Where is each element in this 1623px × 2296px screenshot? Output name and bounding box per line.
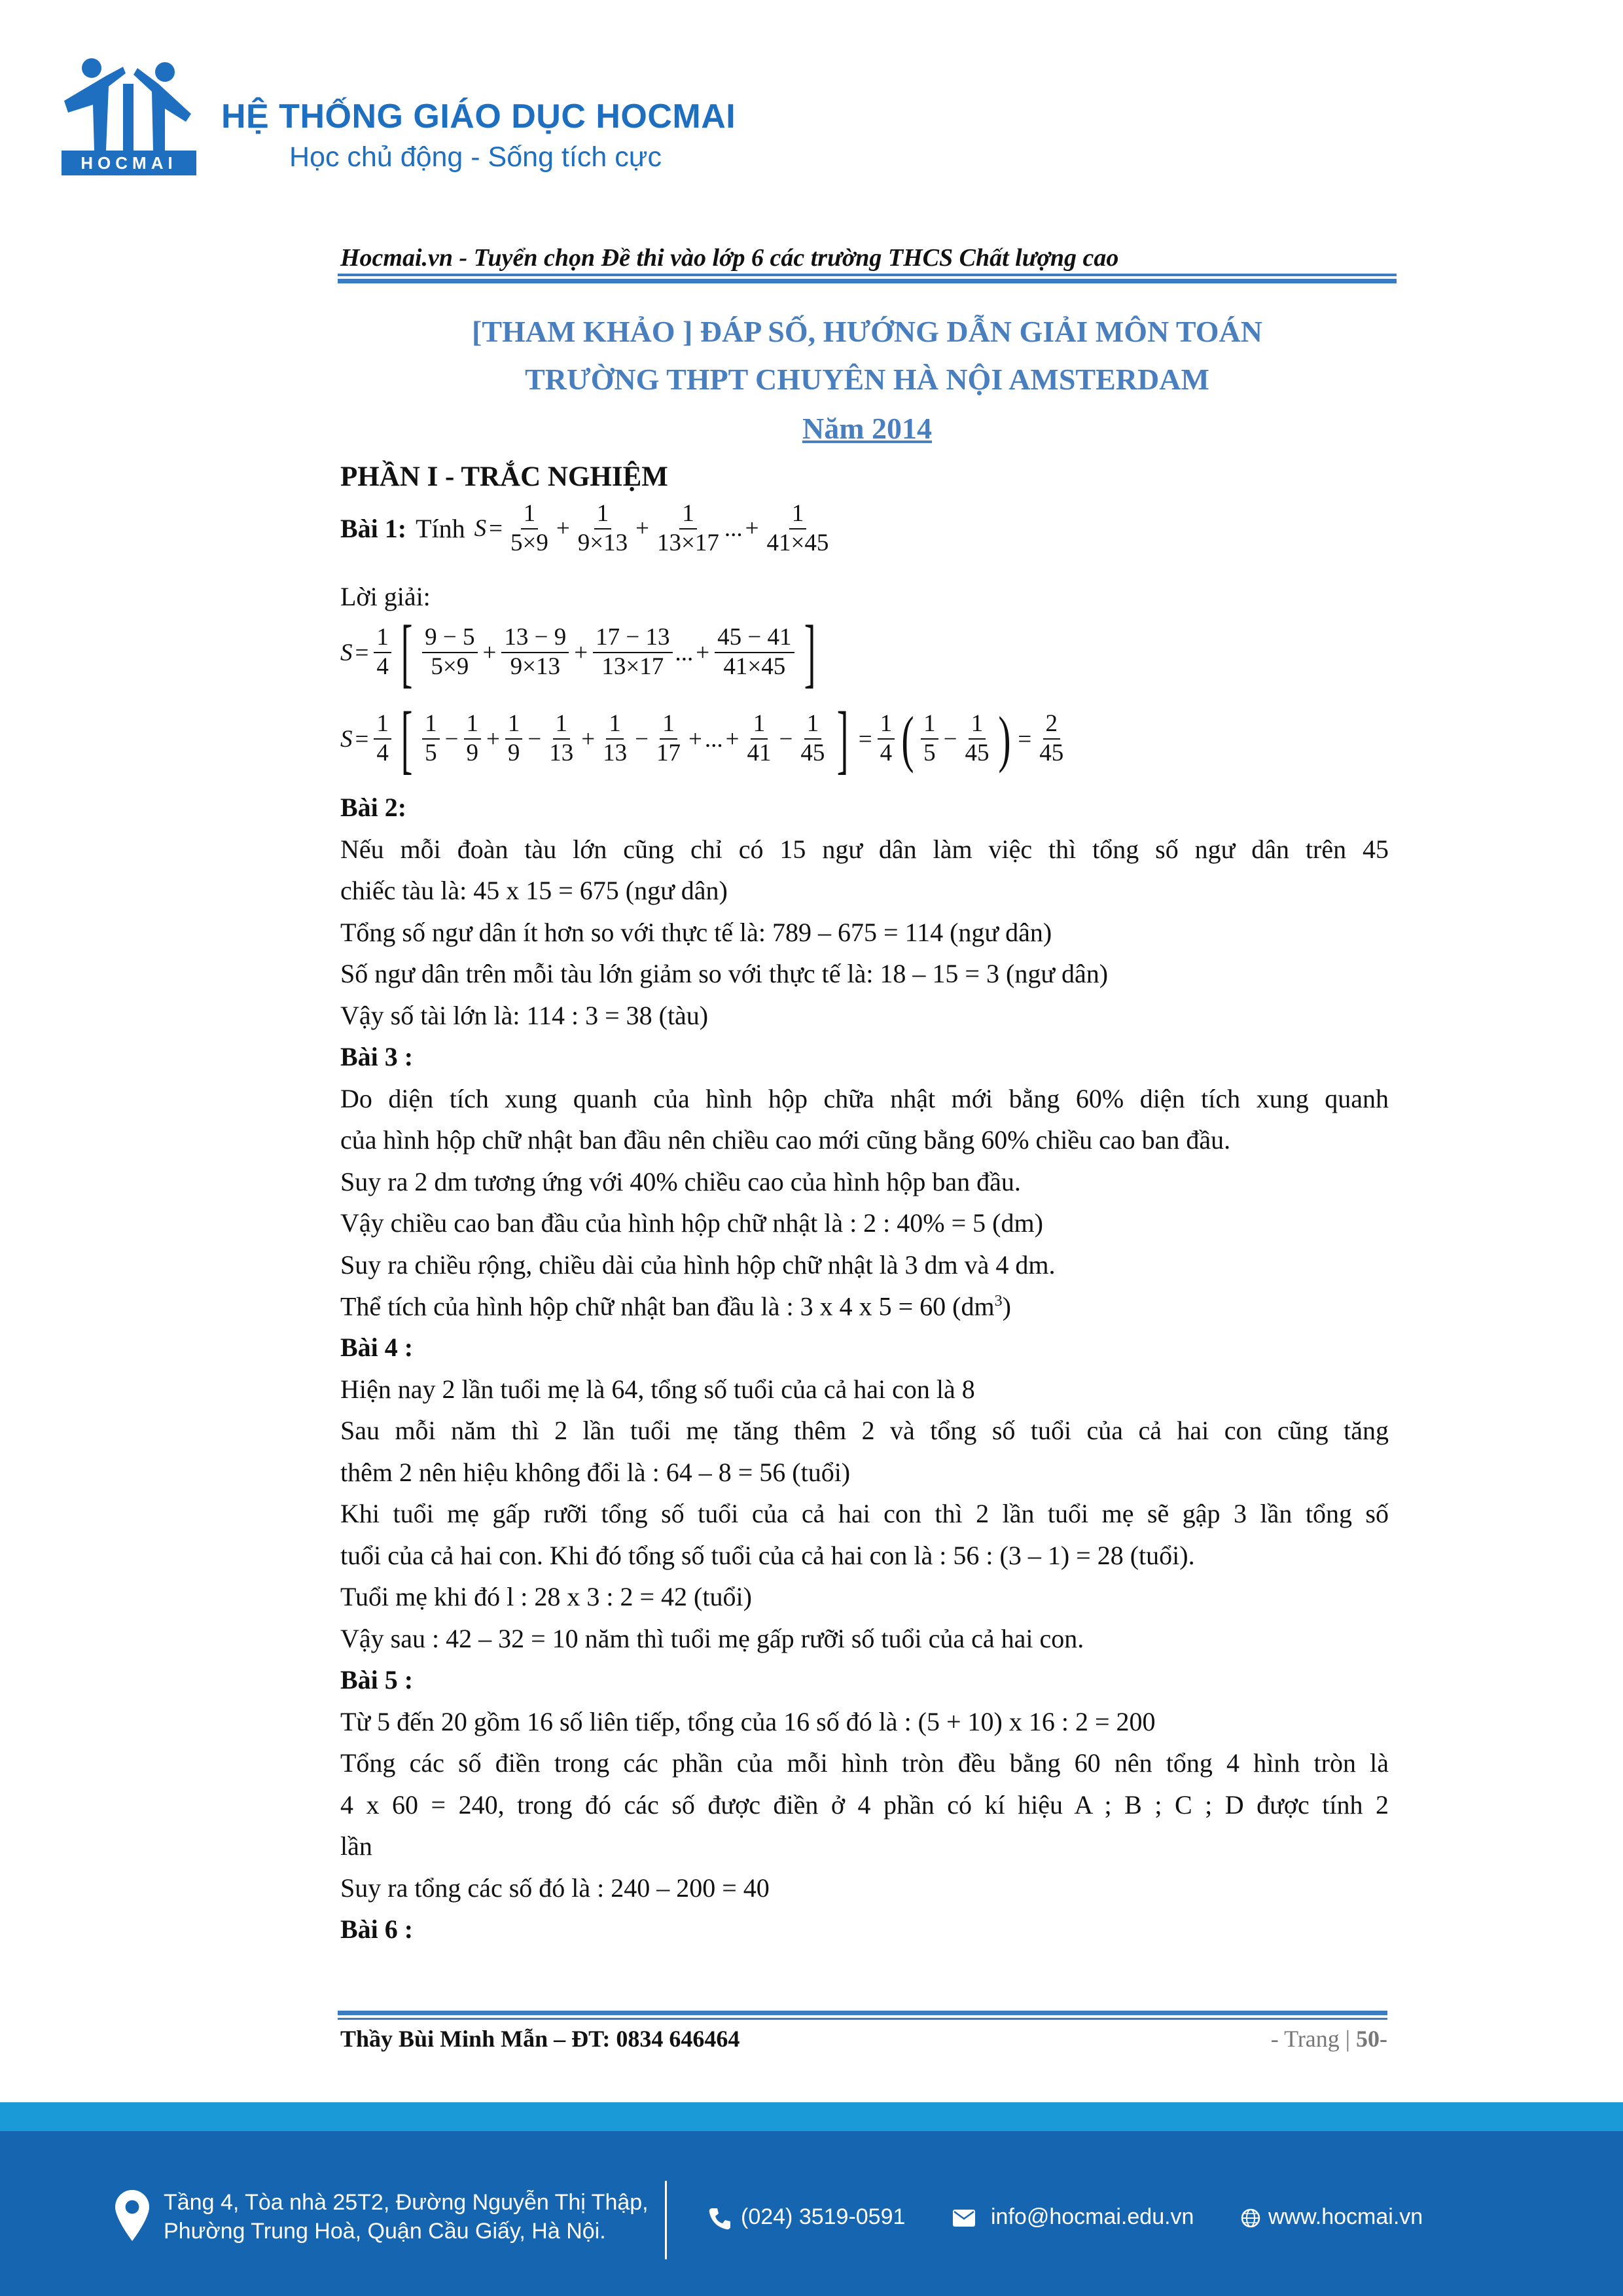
bai1-question: Bài 1: Tính S = $\frac{1}{5\times 9}$ + $\frac{1}{9\times 13}$ + $\frac{1}{13\times 17}$ ... + $\frac{1}{41\times 45}$ (340, 500, 829, 556)
bai6-label: Bài 6 : (340, 1914, 414, 1944)
brand-tagline: Học chủ động - Sống tích cực (289, 141, 662, 173)
page-number: 50- (1356, 2026, 1387, 2052)
logo-text: HOCMAI (80, 153, 177, 173)
bai2-line: Tổng số ngư dân ít hơn so với thực tế là: 789 – 675 = 114 (ngư dân) (340, 918, 1052, 947)
bai3-line: Do diện tích xung quanh của hình hộp chữa nhật mới bằng 60% diện tích xung quanh (340, 1084, 1389, 1113)
globe-icon (1241, 2208, 1260, 2228)
doc-title-line1: [THAM KHẢO ] ĐÁP SỐ, HƯỚNG DẪN GIẢI MÔN TOÁN (472, 315, 1262, 348)
bai5-line: Suy ra tổng các số đó là : 240 – 200 = 40 (340, 1873, 770, 1903)
website-link[interactable]: www.hocmai.vn (1268, 2204, 1423, 2229)
bai3-line: Suy ra 2 dm tương ứng với 40% chiều cao của hình hộp ban đầu. (340, 1167, 1021, 1196)
bai3-line: Suy ra chiều rộng, chiều dài của hình hộp chữ nhật là 3 dm và 4 dm. (340, 1250, 1056, 1280)
location-pin-icon (115, 2190, 149, 2241)
bai3-label: Bài 3 : (340, 1042, 414, 1071)
footer-teacher: Thầy Bùi Minh Mẫn – ĐT: 0834 646464 (340, 2026, 740, 2052)
address-line2: Phường Trung Hoà, Quận Cầu Giấy, Hà Nội. (164, 2219, 606, 2244)
bai4-line: Khi tuổi mẹ gấp rưỡi tổng số tuổi của cả hai con thì 2 lần tuổi mẹ sẽ gập 3 lần tổng số (340, 1499, 1389, 1528)
bai3-line: Vậy chiều cao ban đầu của hình hộp chữ nhật là : 2 : 40% = 5 (dm) (340, 1208, 1043, 1238)
bai4-label: Bài 4 : (340, 1333, 414, 1362)
header-rule (338, 274, 1397, 276)
phone-icon (707, 2206, 733, 2232)
bai5-line: lần (340, 1831, 372, 1861)
bai2-line: Vậy số tài lớn là: 114 : 3 = 38 (tàu) (340, 1001, 709, 1030)
footer-rule-thick (338, 2011, 1387, 2015)
bai1-solution-line2: S = $\frac{1}{4}$ [ $\frac{1}{5}$ − $\frac{1}{9}$ + $\frac{1}{9}$ − $\frac{1}{13}$ + $\frac{1}{13}$ − $\frac{1}{17}$ + ... + $\frac{1}{41}$ − $\frac{1}{45}$ ] = $\frac{1}{4}$ ( $\frac{1}{5}$ − $\frac{1}{45}$ ) = $\frac{2}{45}$ (340, 696, 1064, 781)
doc-title-line2: TRƯỜNG THPT CHUYÊN HÀ NỘI AMSTERDAM (525, 363, 1209, 396)
brand-title: HỆ THỐNG GIÁO DỤC HOCMAI (221, 98, 736, 135)
phone-number[interactable]: (024) 3519-0591 (741, 2204, 906, 2229)
bai3-line: của hình hộp chữ nhật ban đầu nên chiều cao mới cũng bằng 60% chiều cao ban đầu. (340, 1125, 1231, 1155)
contact-divider (665, 2181, 667, 2259)
doc-year: Năm 2014 (802, 412, 933, 445)
bai2-line: Nếu mỗi đoàn tàu lớn cũng chỉ có 15 ngư dân làm việc thì tổng số ngư dân trên 45 (340, 834, 1389, 864)
bai5-label: Bài 5 : (340, 1665, 414, 1695)
bai1-prompt: Tính (416, 514, 465, 544)
bai4-line: Tuổi mẹ khi đó l : 28 x 3 : 2 = 42 (tuổi) (340, 1582, 752, 1611)
bai5-line: 4 x 60 = 240, trong đó các số được điền ở 4 phần có kí hiệu A ; B ; C ; D được tính 2 (340, 1790, 1389, 1820)
footer-rule (338, 2018, 1387, 2020)
loi-giai-label: Lời giải: (340, 582, 431, 611)
footer-band-light (0, 2102, 1623, 2131)
bai4-line: thêm 2 nên hiệu không đổi là : 64 – 8 = 56 (tuổi) (340, 1458, 851, 1487)
mail-icon (953, 2210, 975, 2227)
bai1-solution-line1: S = $\frac{1}{4}$ [ $\frac{9 - 5}{5\times 9}$ + $\frac{13 - 9}{9\times 13}$ + $\frac{17 - 13}{13\times 17}$ ... + $\frac{45 - 41}{41\times 45}$ ] (340, 609, 816, 695)
hocmai-logo (60, 52, 198, 177)
bai4-line: Vậy sau : 42 – 32 = 10 năm thì tuổi mẹ gấp rưỡi số tuổi của cả hai con. (340, 1624, 1084, 1653)
bai4-line: Sau mỗi năm thì 2 lần tuổi mẹ tăng thêm 2 và tổng số tuổi của cả hai con cũng tăng (340, 1416, 1389, 1445)
bai5-line: Tổng các số điền trong các phần của mỗi hình tròn đều bằng 60 nên tổng 4 hình tròn là (340, 1748, 1389, 1778)
bai1-label: Bài 1: (340, 514, 407, 544)
bai2-line: chiếc tàu là: 45 x 15 = 675 (ngư dân) (340, 876, 728, 905)
bai4-line: Hiện nay 2 lần tuổi mẹ là 64, tổng số tuổi của cả hai con là 8 (340, 1374, 975, 1404)
header-rule-thick (338, 279, 1397, 283)
email-link[interactable]: info@hocmai.edu.vn (991, 2204, 1194, 2229)
running-header: Hocmai.vn - Tuyển chọn Đề thi vào lớp 6 các trường THCS Chất lượng cao (340, 244, 1119, 272)
footer-page: - Trang | 50- (1270, 2026, 1387, 2052)
address-line1: Tầng 4, Tòa nhà 25T2, Đường Nguyễn Thị Thập, (164, 2190, 649, 2215)
bai4-line: tuổi của cả hai con. Khi đó tổng số tuổi của cả hai con là : 56 : (3 – 1) = 28 (tuổi). (340, 1541, 1195, 1570)
bai2-line: Số ngư dân trên mỗi tàu lớn giảm so với thực tế là: 18 – 15 = 3 (ngư dân) (340, 959, 1109, 988)
bai3-line-volume: Thể tích của hình hộp chữ nhật ban đầu là : 3 x 4 x 5 = 60 $(dm^3)$ (340, 1291, 1011, 1321)
bai2-label: Bài 2: (340, 793, 407, 822)
bai5-line: Từ 5 đến 20 gồm 16 số liên tiếp, tổng của 16 số đó là : (5 + 10) x 16 : 2 = 200 (340, 1707, 1156, 1736)
section-heading: PHẦN I - TRẮC NGHIỆM (340, 461, 668, 492)
